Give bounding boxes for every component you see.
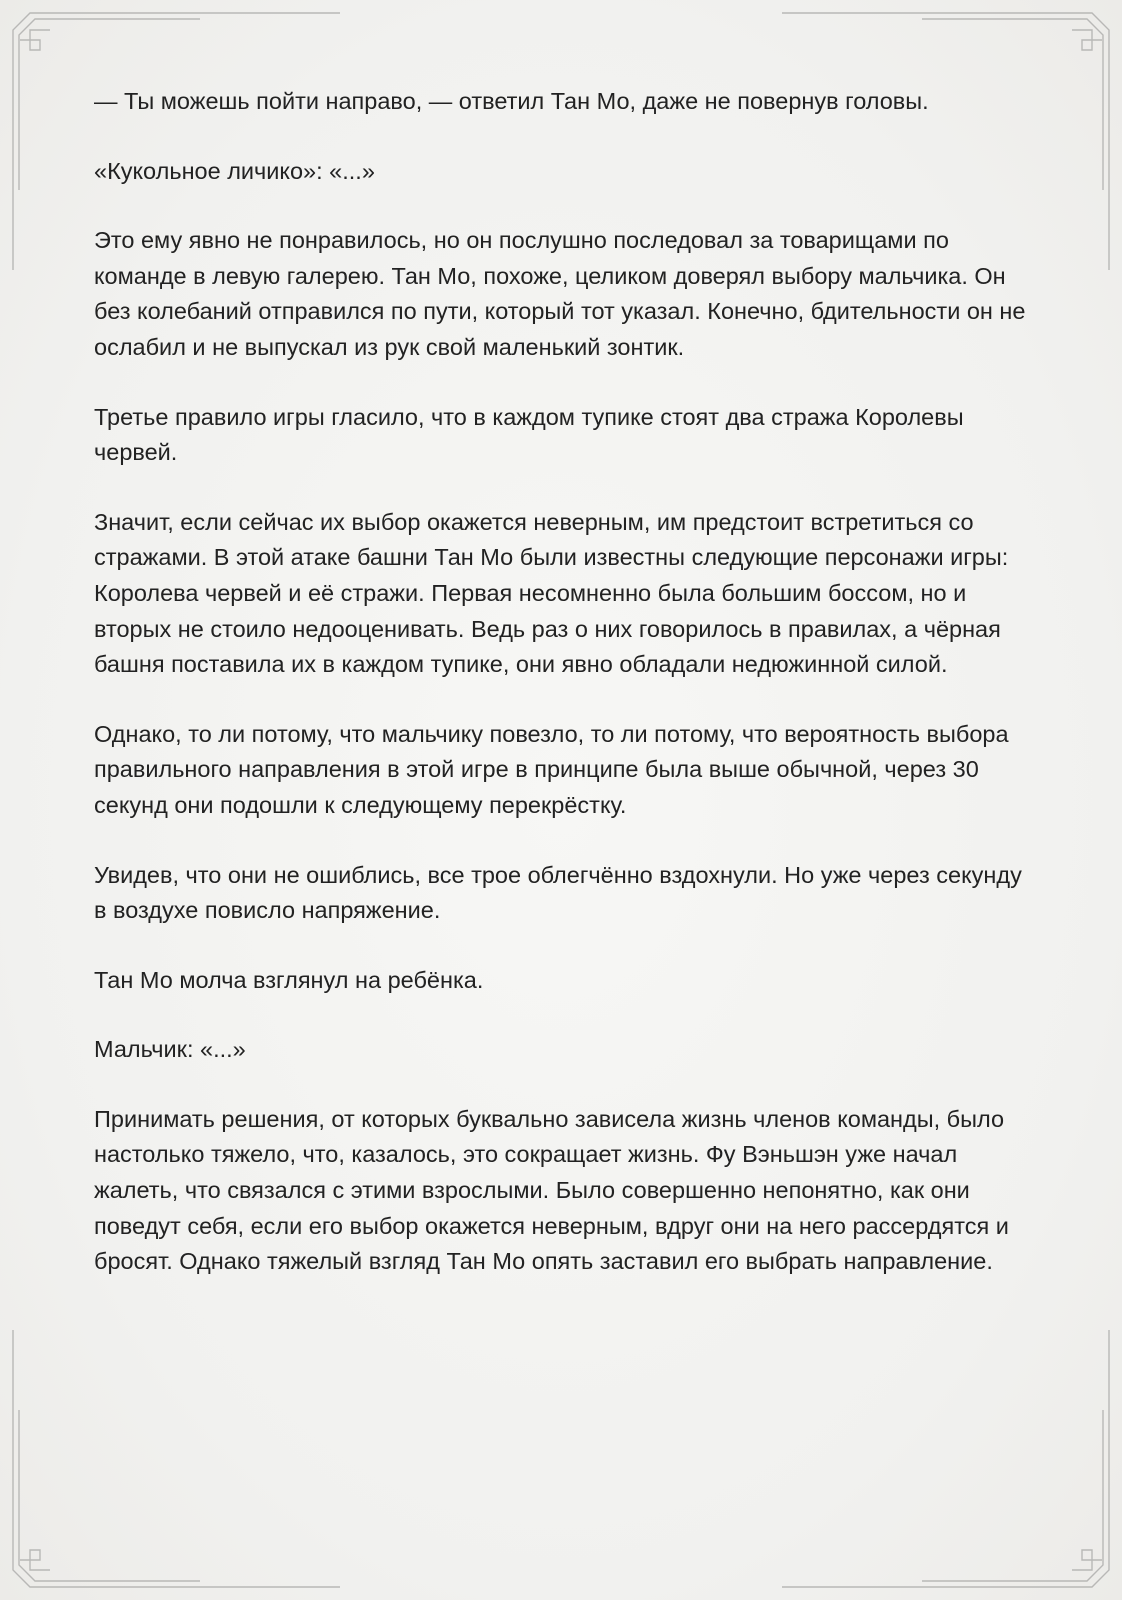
paragraph: Тан Мо молча взглянул на ребёнка. (94, 966, 484, 993)
text-body (94, 84, 1034, 1484)
paragraph: «Кукольное личико»: «...» (94, 157, 375, 184)
paragraph: Значит, если сейчас их выбор окажется неверным, им предстоит встретиться со стражами. В этой атаке башни Тан Мо были известны следующие персонажи игры: Королева червей и её стражи. Первая несомненно была большим боссом, но и вторых не стоило недооценивать. Ведь раз о них говорилось в правилах, а чёрная башня поставила их в каждом тупике, они явно обладали недюжинной силой. (94, 508, 1009, 678)
paragraph: — Ты можешь пойти направо, — ответил Тан Мо, даже не повернув головы. (94, 88, 929, 114)
paragraph: Однако, то ли потому, что мальчику повезло, то ли потому, что вероятность выбора правильного направления в этой игре в принципе была выше обычной, через 30 секунд они подошли к следующему перекрёстку. (94, 720, 1009, 818)
paragraph: Третье правило игры гласило, что в каждом тупике стоят два стража Королевы червей. (94, 403, 964, 466)
paragraph: Принимать решения, от которых буквально зависела жизнь членов команды, было настолько тяжело, что, казалось, это сокращает жизнь. Фу Вэньшэн уже начал жалеть, что связался с этими взрослыми. Было совершенно непонятно, как они поведут себя, если его выбор окажется неверным, вдруг они на него рассердятся и бросят. Однако тяжелый взгляд Тан Мо опять заставил его выбрать направление. (94, 1105, 1009, 1275)
paragraph: Мальчик: «...» (94, 1036, 246, 1063)
paragraph: Это ему явно не понравилось, но он послушно последовал за товарищами по команде в левую галерею. Тан Мо, похоже, целиком доверял выбору мальчика. Он без колебаний отправился по пути, который тот указал. Конечно, бдительности он не ослабил и не выпускал из рук свой маленький зонтик. (94, 227, 1026, 360)
paragraph: Увидев, что они не ошиблись, все трое облегчённо вздохнули. Но уже через секунду в воздухе повисло напряжение. (94, 861, 1022, 924)
